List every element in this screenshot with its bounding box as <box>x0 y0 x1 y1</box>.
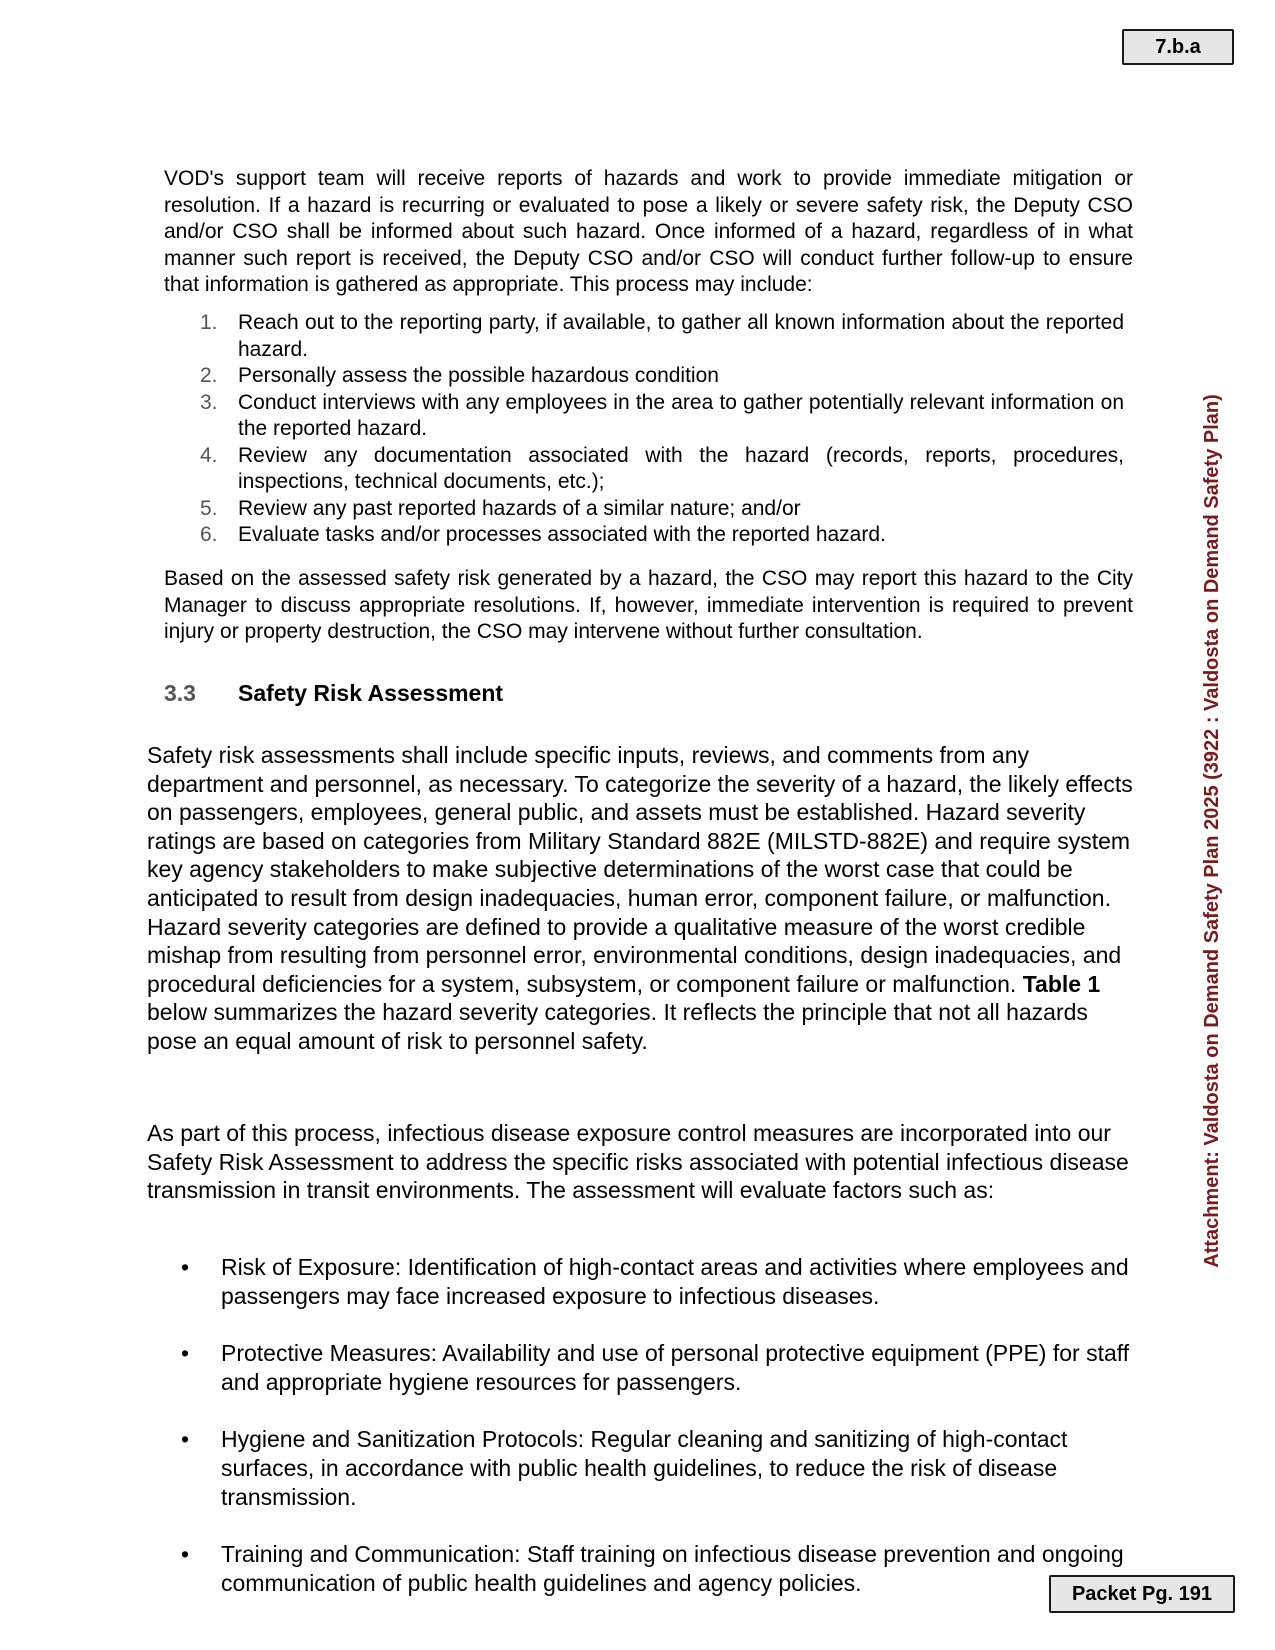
list-item-number: 1. <box>200 311 218 334</box>
list-item-text: Review any past reported hazards of a similar nature; and/or <box>238 496 801 520</box>
list-item <box>190 496 1124 523</box>
process-steps-list <box>190 310 1124 549</box>
section-number: 3.3 <box>164 680 196 706</box>
assessment-text-before: Safety risk assessments shall include specific inputs, reviews, and comments from any department and personnel, as necessary. To categorize the severity of a hazard, the likely effects on passengers, employees, general public, and assets must be established. Hazard severity ratings are based on categories from Military Standard 882E (MILSTD-882E) and require system key agency stakeholders to make subjective determinations of the worst case that could be anticipated to result from design inadequacies, human error, component failure, or malfunction. Hazard severity categories are defined to provide a qualitative measure of the worst credible mishap from resulting from personnel error, environmental conditions, design inadequacies, and procedural deficiencies for a system, subsystem, or component failure or malfunction. <box>147 742 1133 997</box>
escalation-paragraph: Based on the assessed safety risk generated by a hazard, the CSO may report this hazard to the City Manager to discuss appropriate resolutions. If, however, immediate intervention is required to prevent injury or property destruction, the CSO may intervene without further consultation. <box>164 567 1133 643</box>
list-item-text: Evaluate tasks and/or processes associated with the reported hazard. <box>238 523 886 546</box>
list-item-text: Training and Communication: Staff training on infectious disease prevention and ongoing communication of public health guidelines and agency policies. <box>221 1541 1124 1596</box>
bullet-icon: • <box>181 1254 190 1280</box>
assessment-text-after: below summarizes the hazard severity categories. It reflects the principle that not all hazards pose an equal amount of risk to personnel safety. <box>147 999 1088 1054</box>
list-item <box>190 390 1124 443</box>
list-item-number: 4. <box>200 443 218 467</box>
assessment-paragraph <box>147 741 1142 1056</box>
attachment-tag: 7.b.a <box>1122 29 1234 65</box>
bullet-icon: • <box>181 1426 190 1453</box>
list-item-number: 5. <box>200 496 218 520</box>
list-item <box>190 310 1124 363</box>
packet-page-label: Packet Pg. 191 <box>1049 1575 1235 1613</box>
infection-paragraph: As part of this process, infectious disease exposure control measures are incorporated into our Safety Risk Assessment to address the specific risks associated with potential infectious disease transmission in transit environments. The assessment will evaluate factors such as: <box>147 1120 1129 1204</box>
list-item <box>147 1425 1142 1511</box>
factors-list <box>147 1253 1142 1626</box>
list-item <box>147 1339 1142 1396</box>
list-item <box>190 363 1124 390</box>
intro-paragraph: VOD's support team will receive reports of hazards and work to provide immediate mitigation or resolution. If a hazard is recurring or evaluated to pose a likely or severe safety risk, the Deputy CSO and/or CSO shall be informed about such hazard. Once informed of a hazard, regardless of in what manner such report is received, the Deputy CSO and/or CSO will conduct further follow-up to ensure that information is gathered as appropriate. This process may include: <box>164 167 1133 296</box>
list-item-text: Reach out to the reporting party, if available, to gather all known information about the reported hazard. <box>238 311 1124 361</box>
list-item-number: 2. <box>200 364 218 387</box>
list-item <box>147 1253 1142 1310</box>
list-item-text: Personally assess the possible hazardous condition <box>238 364 719 387</box>
bullet-icon: • <box>181 1541 190 1568</box>
list-item-text: Protective Measures: Availability and use of personal protective equipment (PPE) for staff and appropriate hygiene resources for passengers. <box>221 1340 1130 1395</box>
list-item-text: Review any documentation associated with the hazard (records, reports, procedures, inspections, technical documents, etc.); <box>238 443 1124 493</box>
bullet-icon: • <box>181 1340 190 1367</box>
list-item-text: Conduct interviews with any employees in the area to gather potentially relevant information on the reported hazard. <box>238 390 1124 440</box>
list-item-text: Risk of Exposure: Identification of high-contact areas and activities where employees and passengers may face increased exposure to infectious diseases. <box>221 1254 1129 1309</box>
list-item <box>190 443 1124 496</box>
section-heading <box>164 680 503 707</box>
table-reference: Table 1 <box>1022 970 1101 997</box>
list-item-number: 6. <box>200 523 218 546</box>
list-item <box>147 1540 1142 1597</box>
attachment-sidebar-label: Attachment: Valdosta on Demand Safety Plan 2025 (3922 : Valdosta on Demand Safety Plan) <box>1201 394 1223 1268</box>
section-title: Safety Risk Assessment <box>238 680 504 706</box>
list-item <box>190 522 1124 549</box>
list-item-text: Hygiene and Sanitization Protocols: Regular cleaning and sanitizing of high-contact surfaces, in accordance with public health guidelines, to reduce the risk of disease transmission. <box>221 1426 1068 1510</box>
list-item-number: 3. <box>200 390 218 414</box>
